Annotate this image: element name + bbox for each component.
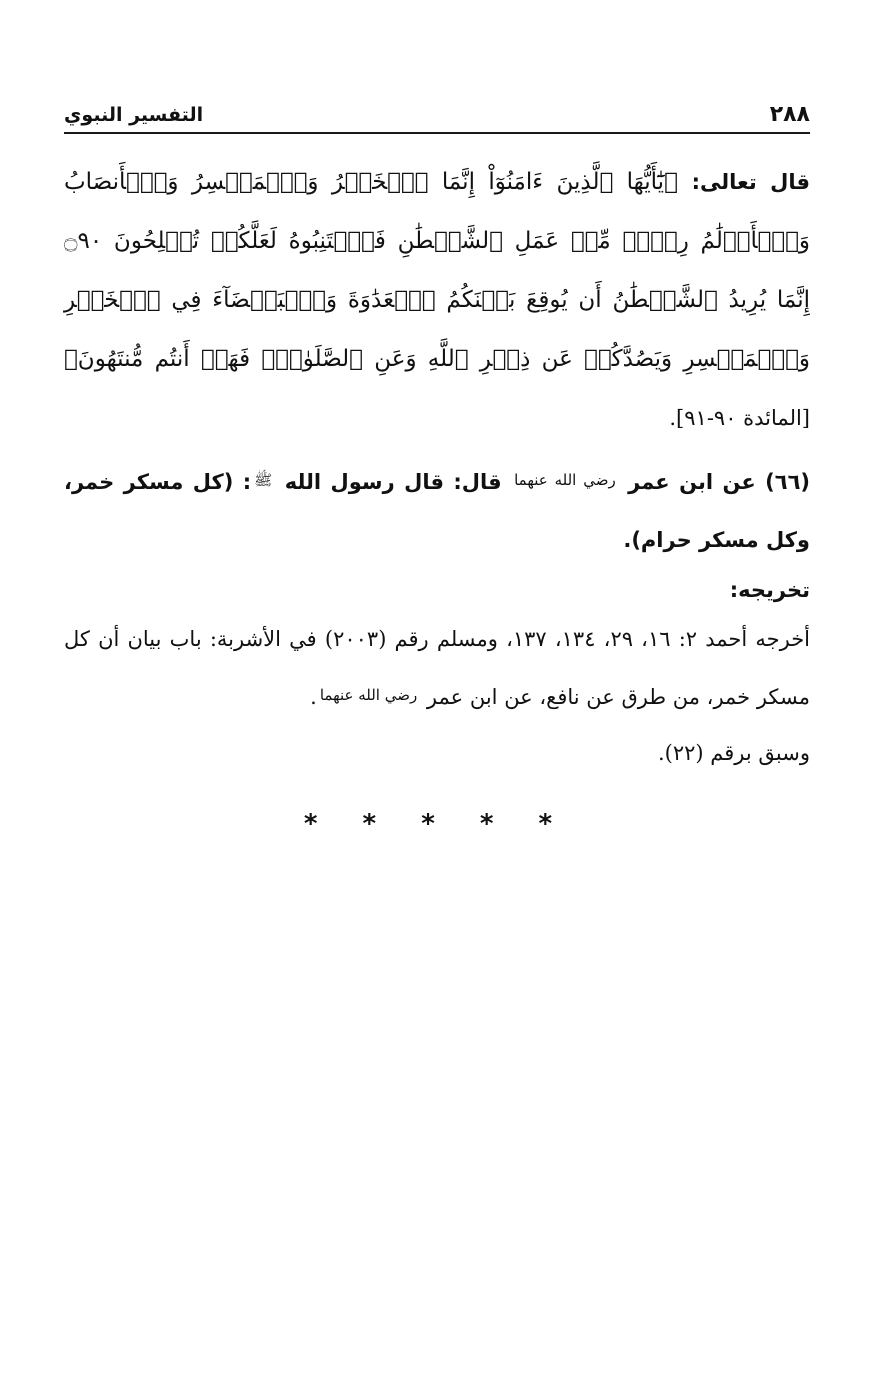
hadith-text: : (كل مسكر خمر، وكل مسكر حرام). (64, 470, 810, 552)
takhrij-heading: تخريجه: (729, 578, 810, 602)
book-page (64, 96, 810, 853)
takhrij-paragraph (64, 611, 810, 725)
honorific-prophet: ﷺ (254, 471, 273, 489)
hadith-attribution: قال: قال رسول الله (284, 470, 502, 494)
verse-paragraph (64, 152, 810, 447)
verse-reference: [المائدة ٩٠-٩١]. (669, 406, 810, 430)
book-title: التفسير النبوي (64, 104, 204, 126)
hadith-paragraph (64, 451, 810, 569)
honorific-companion: رضي الله عنهما (514, 471, 616, 489)
page-number: ٢٨٨ (769, 102, 810, 127)
section-separator: * * * * * (303, 809, 571, 839)
page-body (64, 152, 810, 853)
takhrij-text-end: . (310, 685, 317, 709)
running-header (64, 96, 810, 134)
quran-verse: ﴿يَٰٓأَيُّهَا ٱلَّذِينَ ءَامَنُوٓاْ إِنَّمَا ٱلۡخَمۡرُ وَٱلۡمَيۡسِرُ وَٱلۡأَنصَابُ وَٱلۡأَزۡلَٰمُ رِجۡسٞ مِّنۡ عَمَلِ ٱلشَّيۡطَٰنِ فَٱجۡتَنِبُوهُ لَعَلَّكُمۡ تُفۡلِحُونَ ۝٩٠ إِنَّمَا يُرِيدُ ٱلشَّيۡطَٰنُ أَن يُوقِعَ بَيۡنَكُمُ ٱلۡعَدَٰوَةَ وَٱلۡبَغۡضَآءَ فِي ٱلۡخَمۡرِ وَٱلۡمَيۡسِرِ وَيَصُدَّكُمۡ عَن ذِكۡرِ ٱللَّهِ وَعَنِ ٱلصَّلَوٰةِۖ فَهَلۡ أَنتُم مُّنتَهُونَ﴾ (64, 169, 810, 372)
verse-intro: قال تعالى: (691, 170, 810, 194)
takhrij-text: أخرجه أحمد ٢: ١٦، ٢٩، ١٣٤، ١٣٧، ومسلم رقم (٢٠٠٣) في الأشربة: باب بيان أن كل مسكر خمر، من طرق عن نافع، عن ابن عمر (64, 627, 811, 709)
hadith-narrator: (٦٦) عن ابن عمر (628, 470, 811, 494)
cross-reference: وسبق برقم (٢٢). (657, 741, 810, 765)
honorific-companion-2: رضي الله عنهما (319, 686, 418, 704)
